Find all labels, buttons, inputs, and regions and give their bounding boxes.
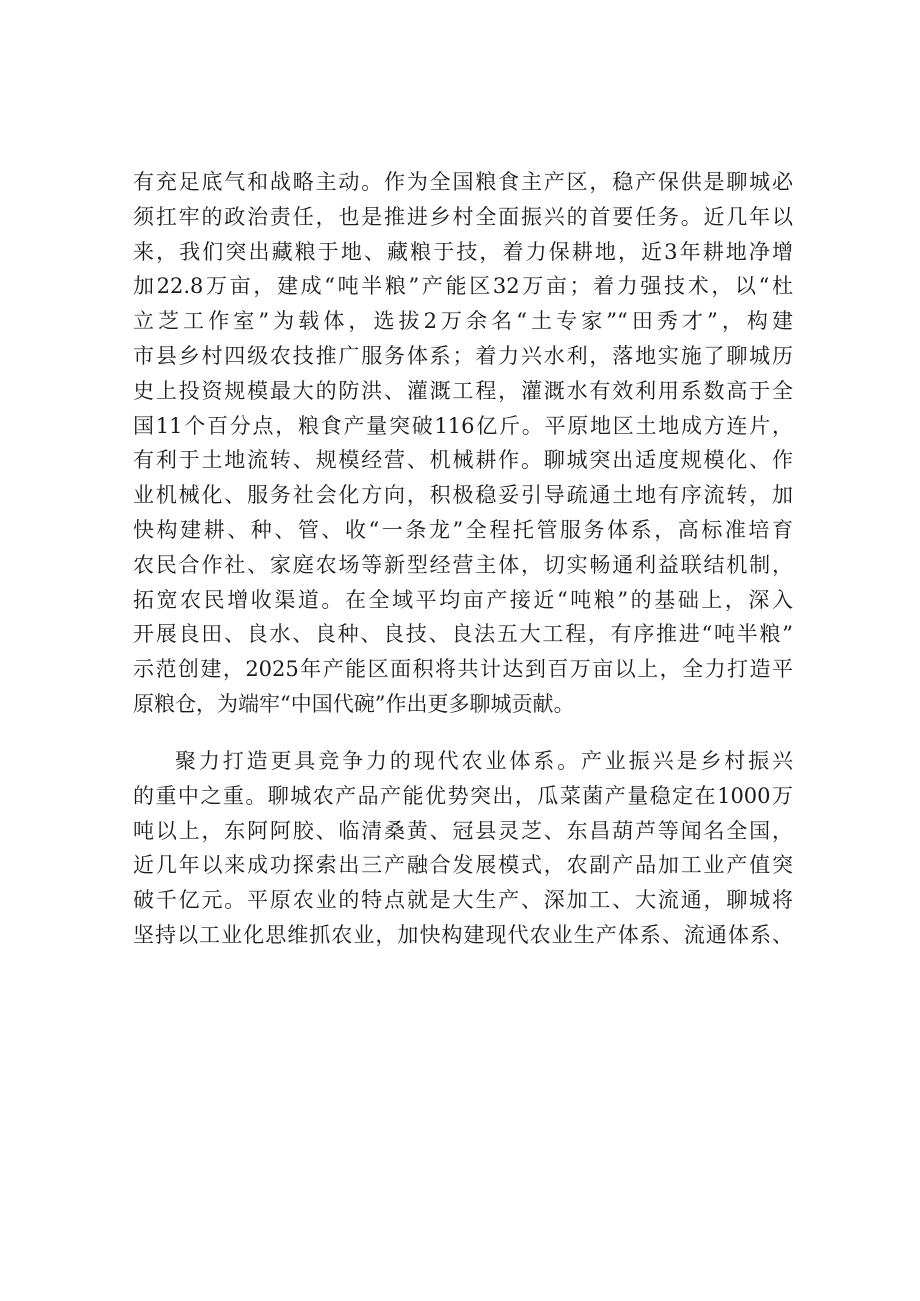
paragraph-line: 业机械化、服务社会化方向，积极稳妥引导疏通土地有序流转，加: [133, 483, 793, 508]
paragraph-line: 坚持以工业化思维抓农业，加快构建现代农业生产体系、流通体系、: [133, 922, 793, 947]
paragraph-grain-security: [133, 165, 793, 722]
paragraph-line: 开展良田、良水、良种、良技、良法五大工程，有序推进“吨半粮”: [133, 622, 793, 647]
paragraph-line: 农民合作社、家庭农场等新型经营主体，切实畅通利益联结机制，: [133, 552, 793, 577]
paragraph-modern-agriculture: [133, 744, 793, 953]
paragraph-line: 的重中之重。聊城农产品产能优势突出，瓜菜菌产量稳定在1000万: [133, 783, 793, 808]
paragraph-line: 拓宽农民增收渠道。在全域平均亩产接近“吨粮”的基础上，深入: [133, 587, 793, 612]
paragraph-line: 市县乡村四级农技推广服务体系；着力兴水利，落地实施了聊城历: [133, 343, 793, 368]
paragraph-line: 史上投资规模最大的防洪、灌溉工程，灌溉水有效利用系数高于全: [133, 378, 793, 403]
paragraph-line: 来，我们突出藏粮于地、藏粮于技，着力保耕地，近3年耕地净增: [133, 239, 793, 264]
paragraph-line: 国11个百分点，粮食产量突破116亿斤。平原地区土地成方连片，: [133, 413, 793, 438]
paragraph-line: 原粮仓，为端牢“中国代碗”作出更多聊城贡献。: [133, 691, 575, 716]
paragraph-line: 加22.8万亩，建成“吨半粮”产能区32万亩；着力强技术，以“杜: [133, 274, 793, 299]
paragraph-line: 聚力打造更具竞争力的现代农业体系。产业振兴是乡村振兴: [175, 749, 793, 773]
paragraph-line: 立芝工作室”为载体，选拔2万余名“土专家”“田秀才”，构建: [133, 309, 793, 334]
paragraph-line: 有充足底气和战略主动。作为全国粮食主产区，稳产保供是聊城必: [133, 170, 793, 194]
paragraph-line: 破千亿元。平原农业的特点就是大生产、深加工、大流通，聊城将: [133, 888, 793, 913]
paragraph-line: 吨以上，东阿阿胶、临清桑黄、冠县灵芝、东昌葫芦等闻名全国，: [133, 818, 793, 843]
paragraph-line: 示范创建，2025年产能区面积将共计达到百万亩以上，全力打造平: [133, 657, 793, 682]
paragraph-line: 快构建耕、种、管、收“一条龙”全程托管服务体系，高标准培育: [133, 517, 793, 542]
paragraph-line: 须扛牢的政治责任，也是推进乡村全面振兴的首要任务。近几年以: [133, 204, 793, 229]
paragraph-line: 有利于土地流转、规模经营、机械耕作。聊城突出适度规模化、作: [133, 448, 793, 473]
paragraph-line: 近几年以来成功探索出三产融合发展模式，农副产品加工业产值突: [133, 853, 793, 878]
